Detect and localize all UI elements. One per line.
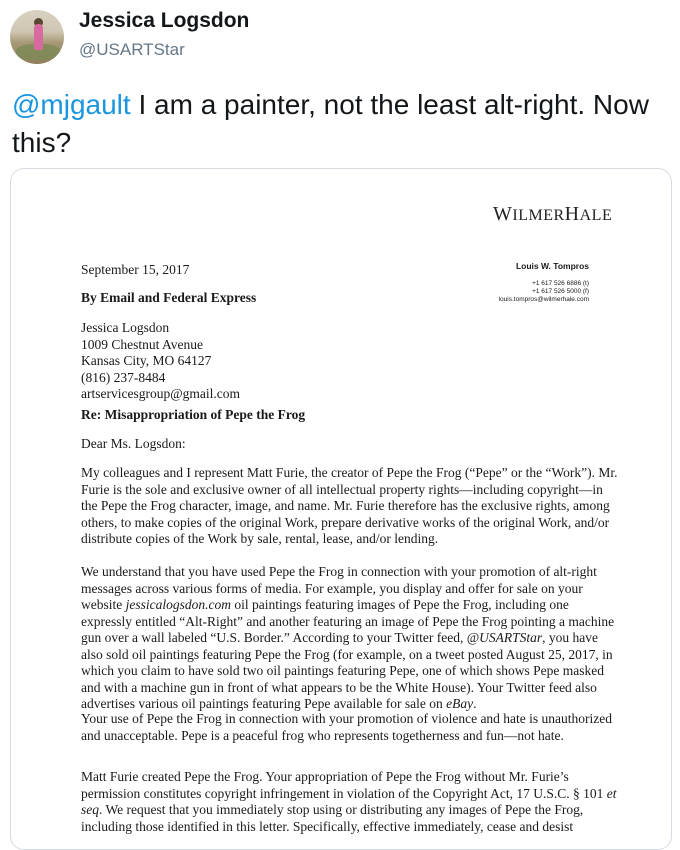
paragraph-1: My colleagues and I represent Matt Furie, the creator of Pepe the Frog (“Pepe” or the “Work”). Mr. Furie is the sole and exclusive owner of all intellectual property rights—including copyright—in the Pepe the Frog character, image, and name. Mr. Furie therefore has the exclusive rights, among others, to make copies of the original Work, prepare derivative works of the original Work, and/or distribute copies of the Work by sale, rental, lease, and/or lending.	[81, 465, 618, 546]
address-line: 1009 Chestnut Avenue	[81, 336, 203, 352]
twitter-handle-reference: @USARTStar	[466, 630, 543, 645]
avatar-figure	[34, 24, 43, 50]
tweet-text	[12, 86, 662, 162]
mention-link[interactable]: @mjgault	[12, 89, 131, 120]
sender-name: Louis W. Tompros	[515, 261, 589, 271]
salutation: Dear Ms. Logsdon:	[81, 436, 186, 451]
sender-email: louis.tompros@wilmerhale.com	[498, 296, 589, 303]
paragraph-2: We understand that you have used Pepe the Frog in connection with your promotion of alt-right messages across various forms of media. For example, you display and offer for sale on your website jessicalogsdon.com oil paintings featuring images of Pepe the Frog, including one expressly entitled “Alt-Right” and another featuring an image of Pepe the Frog pointing a machine gun over a wall labeled “U.S. Border.” According to your Twitter feed, @USARTStar, you have also sold oil paintings featuring Pepe the Frog (for example, on a tweet posted August 25, 2017, in which you claim to have sold two oil paintings featuring Pepe, one of which shows Pepe masked and with a machine gun in front of what appears to be the White House). Your Twitter feed also advertises various oil paintings featuring Pepe available for sale on eBay.	[81, 564, 615, 711]
sender-phone: +1 617 526 6886 (t)	[532, 280, 589, 287]
paragraph-3: Your use of Pepe the Frog in connection with your promotion of violence and hate is unauthorized and unacceptable. Pepe is a peaceful frog who represents togetherness and fun—not hate.	[81, 711, 613, 743]
user-handle[interactable]: @USARTStar	[79, 40, 185, 59]
display-name[interactable]: Jessica Logsdon	[79, 9, 250, 32]
paragraph-4: Matt Furie created Pepe the Frog. Your appropriation of Pepe the Frog without Mr. Furie’s permission constitutes copyright infringement in violation of the Copyright Act, 17 U.S.C. § 101 et seq. We request that you immediately stop using or distributing any images of Pepe the Frog, including those identified in this letter. Specifically, effective immediately, cease and desist	[81, 769, 617, 834]
subject-line: Re: Misappropriation of Pepe the Frog	[81, 407, 306, 422]
address-line: artservicesgroup@gmail.com	[81, 386, 241, 401]
address-line: Kansas City, MO 64127	[81, 353, 212, 368]
wilmerhale-logo: WILMERHALE	[493, 203, 613, 225]
sender-fax: +1 617 526 5000 (f)	[532, 288, 589, 295]
avatar[interactable]	[10, 10, 64, 64]
website-name: jessicalogsdon.com	[125, 597, 231, 612]
letter-document	[11, 169, 671, 849]
attached-image[interactable]	[10, 168, 672, 850]
delivery-method: By Email and Federal Express	[81, 290, 257, 305]
address-line: (816) 237-8484	[81, 369, 166, 385]
tweet-body: I am a painter, not the least alt-right. Now this?	[12, 89, 649, 158]
letter-date: September 15, 2017	[81, 262, 190, 277]
address-line: Jessica Logsdon	[81, 320, 170, 335]
ebay-reference: eBay	[446, 696, 474, 711]
sender-block	[471, 261, 589, 304]
recipient-address	[81, 320, 240, 403]
